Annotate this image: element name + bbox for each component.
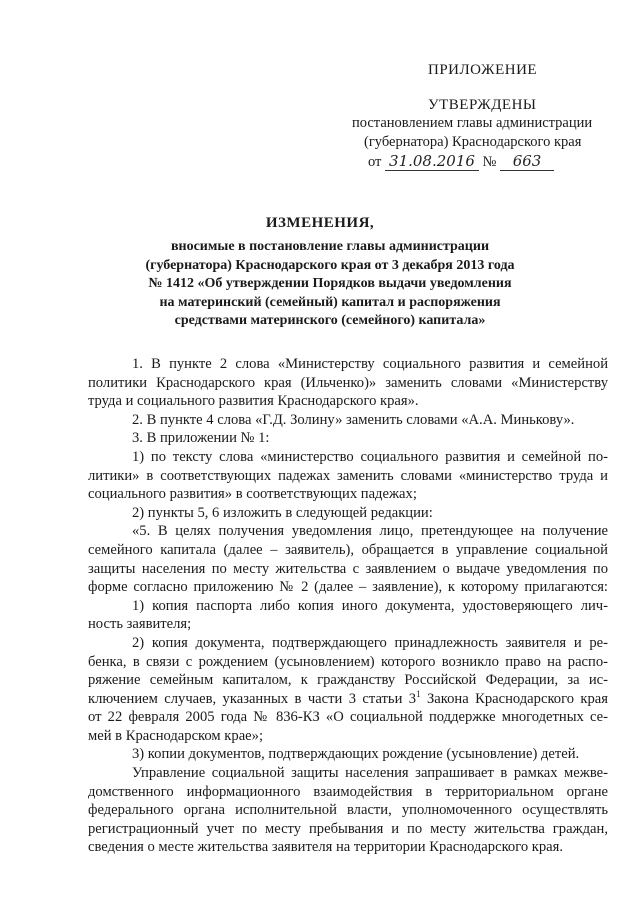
- body-line: «5. В целях получения уведомления лицо, претендующее на получение: [132, 523, 608, 540]
- approved-by-line-2: (губернатора) Краснодарского края: [364, 134, 582, 150]
- body-line: литики» в соответствующих падежах заменить словами «министерство труда и: [88, 467, 608, 484]
- body-line: 1) по тексту слова «министерство социального развития и семейной по-: [132, 448, 608, 465]
- body-line: ряжение семейным капиталом, к гражданству Российской Федерации, за ис-: [88, 672, 608, 689]
- document-subtitle: [120, 238, 540, 331]
- subtitle-line: средствами материнского (семейного) капитала»: [174, 313, 486, 329]
- body-line: от 22 февраля 2005 года № 836-КЗ «О социальной поддержке многодетных се-: [88, 709, 608, 726]
- body-line: бенка, в связи с рождением (усыновлением) которого возникло право на распо-: [88, 653, 608, 670]
- date-number-line: [368, 152, 554, 171]
- body-line: федерального органа исполнительной власти, уполномоченного осуществлять: [88, 802, 608, 819]
- body-line: 3. В приложении № 1:: [132, 430, 270, 447]
- body-line: 2) пункты 5, 6 изложить в следующей редакции:: [132, 504, 433, 521]
- handwritten-number: 663: [500, 152, 554, 171]
- approved-by-line-1: постановлением главы администрации: [352, 115, 593, 131]
- appendix-label: ПРИЛОЖЕНИЕ: [428, 62, 538, 78]
- document-title: ИЗМЕНЕНИЯ,: [265, 215, 375, 231]
- body-line: защиты населения по месту жительства с заявлением о выдаче уведомления по: [88, 560, 608, 577]
- date-prefix: от: [368, 154, 382, 170]
- body-line: Управление социальной защиты населения запрашивает в рамках межве-: [132, 765, 608, 782]
- body-line: 2. В пункте 4 слова «Г.Д. Золину» заменить словами «А.А. Минькову».: [132, 411, 575, 428]
- body-line: 1) копия паспорта либо копия иного документа, удостоверяющего лич-: [132, 597, 608, 614]
- body-line: социального развития» в соответствующих падежах;: [88, 486, 417, 503]
- subtitle-line: (губернатора) Краснодарского края от 3 декабря 2013 года: [145, 257, 515, 273]
- body-line: [88, 690, 608, 709]
- body-line: форме согласно приложению № 2 (далее – заявление), к которому прилагаются:: [88, 579, 608, 596]
- subtitle-line: на материнский (семейный) капитал и распоряжения: [159, 294, 501, 310]
- body-line: политики Краснодарского края (Ильченко)» заменить словами «Министерству: [88, 374, 608, 391]
- body-line: труда и социального развития Краснодарского края».: [88, 393, 419, 410]
- body-line-text: ключением случаев, указанных в части 3 статьи 3: [88, 690, 417, 707]
- body-line: мей в Краснодарском крае»;: [88, 727, 264, 744]
- approved-label: УТВЕРЖДЕНЫ: [428, 97, 537, 113]
- body-line: 1. В пункте 2 слова «Министерству социального развития и семейной: [132, 356, 608, 372]
- document-body: [88, 355, 608, 857]
- subtitle-line: № 1412 «Об утверждении Порядков выдачи уведомления: [148, 276, 512, 292]
- body-line: сведения о месте жительства заявителя на территории Краснодарского края.: [88, 839, 564, 856]
- body-line: ность заявителя;: [88, 616, 192, 633]
- body-line: регистрационный учет по месту пребывания и по месту жительства граждан,: [88, 820, 608, 837]
- handwritten-date: 31.08.2016: [385, 152, 479, 171]
- superscript: 1: [416, 688, 421, 699]
- subtitle-line: вносимые в постановление главы администрации: [170, 239, 490, 254]
- number-sign: №: [482, 154, 497, 170]
- body-line: 2) копия документа, подтверждающего принадлежность заявителя и ре-: [132, 634, 608, 651]
- body-line: 3) копии документов, подтверждающих рождение (усыновление) детей.: [132, 746, 580, 763]
- body-line: семейного капитала (далее – заявитель), обращается в управление социальной: [88, 541, 608, 558]
- approved-by: [352, 114, 612, 152]
- body-line-text: Закона Краснодарского края: [420, 690, 608, 707]
- body-line: домственного информационного взаимодействия в территориальном органе: [88, 783, 608, 800]
